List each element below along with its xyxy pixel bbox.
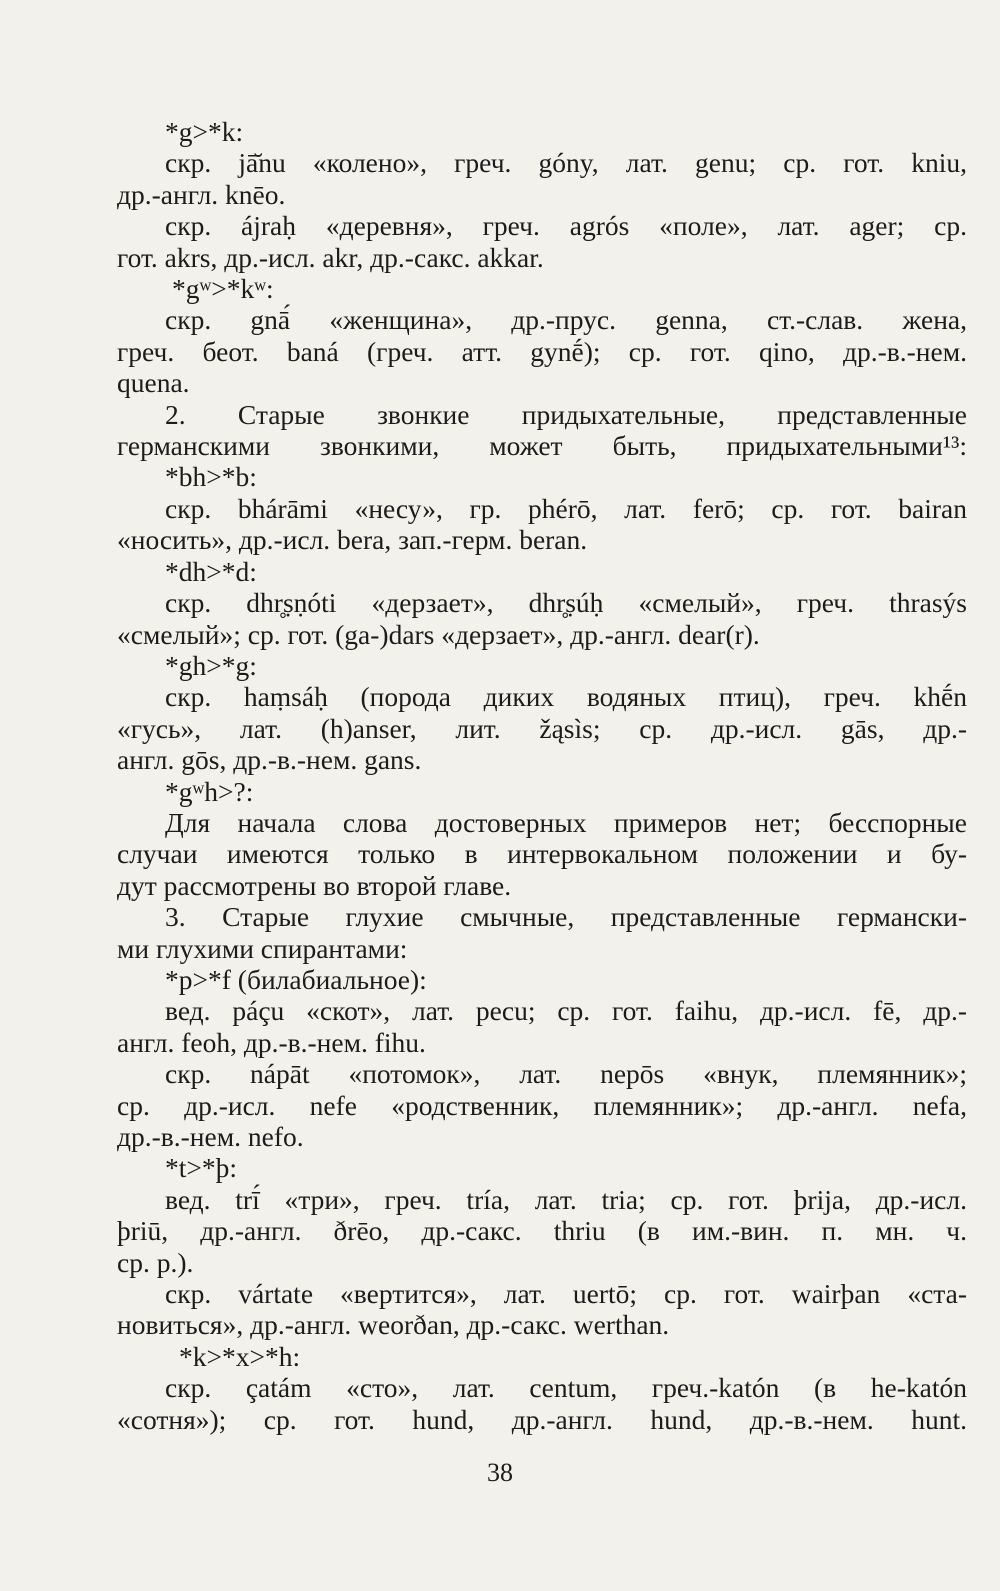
text-line: ми глухими спирантами:	[117, 932, 408, 964]
text-line: случаи имеются только в интервокальном положении и бу-	[117, 838, 967, 870]
page-number: 38	[487, 1458, 513, 1487]
text-line: англ. gōs, др.-в.-нем. gans.	[117, 744, 422, 776]
text-line: Для начала слова достоверных примеров нет; бесспорные	[165, 806, 967, 838]
text-line: гот. akrs, др.-исл. akr, др.-сакс. akkar.	[117, 241, 544, 273]
text-line: германскими звонкими, может быть, придыхательными¹³:	[117, 430, 967, 462]
text-line: др.-англ. knēo.	[117, 178, 286, 210]
text-line: *bh>*b:	[165, 461, 257, 493]
text-line: «гусь», лат. (h)anser, лит. žąsìs; ср. др.-исл. gās, др.-	[117, 712, 967, 744]
text-line: скр. bhárāmi «несу», гр. phérō, лат. ferō; ср. гот. bairan	[165, 492, 967, 524]
text-line: *t>*þ:	[165, 1152, 238, 1184]
text-line: quena.	[117, 367, 190, 399]
text-line: дут рассмотрены во второй главе.	[117, 869, 512, 901]
text-line: «носить», др.-исл. bera, зап.-герм. beran.	[117, 524, 588, 556]
text-line: *p>*f (билабиальное):	[165, 963, 427, 995]
text-line: «сотня»); ср. гот. hund, др.-англ. hund, др.-в.-нем. hunt.	[117, 1403, 967, 1435]
text-line: скр. jā̆nu «колено», греч. góny, лат. genu; ср. гот. kniu,	[165, 147, 967, 179]
body-text	[117, 116, 967, 1435]
text-line: ср. р.).	[117, 1246, 194, 1278]
text-line: *g>*k:	[165, 116, 244, 147]
text-line: новиться», др.-англ. weorðan, др.-сакс. werthan.	[117, 1309, 670, 1341]
text-line: скр. çatám «сто», лат. centum, греч.-katón (в he-katón	[165, 1372, 967, 1404]
text-line: скр. nápāt «потомок», лат. nepōs «внук, племянник»;	[165, 1058, 967, 1090]
text-line: скр. gnā́ «женщина», др.-прус. genna, ст.-слав. жена,	[165, 304, 967, 336]
text-line: *gʷh>?:	[165, 775, 254, 807]
text-line: ср. др.-исл. nefe «родственник, племянник»; др.-англ. nefa,	[117, 1089, 967, 1121]
text-line: 3. Старые глухие смычные, представленные германски-	[165, 901, 967, 933]
text-line: *gh>*g:	[165, 649, 257, 681]
text-line: вед. páçu «скот», лат. pecu; ср. гот. faihu, др.-исл. fē, др.-	[165, 995, 967, 1027]
text-line: др.-в.-нем. nefo.	[117, 1121, 304, 1152]
text-line: 2. Старые звонкие придыхательные, представленные	[165, 398, 967, 430]
text-line: греч. беот. baná (греч. атт. gynḗ); ср. гот. qino, др.-в.-нем.	[117, 335, 967, 367]
text-line: англ. feoh, др.-в.-нем. fihu.	[117, 1026, 426, 1058]
text-line: скр. dhr̥ṣṇóti «дерзает», dhr̥ṣúḥ «смелый», греч. thrasýs	[165, 587, 967, 619]
text-line: þriū, др.-англ. ðrēo, др.-сакс. thriu (в им.-вин. п. мн. ч.	[117, 1215, 967, 1247]
text-line: вед. trī́ «три», греч. tría, лат. tria; ср. гот. þrija, др.-исл.	[165, 1183, 967, 1215]
text-line: скр. haṃsáḥ (порода диких водяных птиц), греч. khḗn	[165, 681, 967, 713]
text-line: *gʷ>*kʷ:	[172, 273, 274, 305]
text-line: *k>*x>*h:	[179, 1340, 301, 1372]
text-line: скр. vártate «вертится», лат. uertō; ср. гот. wairþan «ста-	[165, 1278, 967, 1310]
text-line: «смелый»; ср. гот. (ga-)dars «дерзает», др.-англ. dear(r).	[117, 618, 760, 650]
text-line: *dh>*d:	[165, 555, 257, 587]
text-line: скр. ájraḥ «деревня», греч. agrós «поле», лат. ager; ср.	[165, 210, 967, 242]
